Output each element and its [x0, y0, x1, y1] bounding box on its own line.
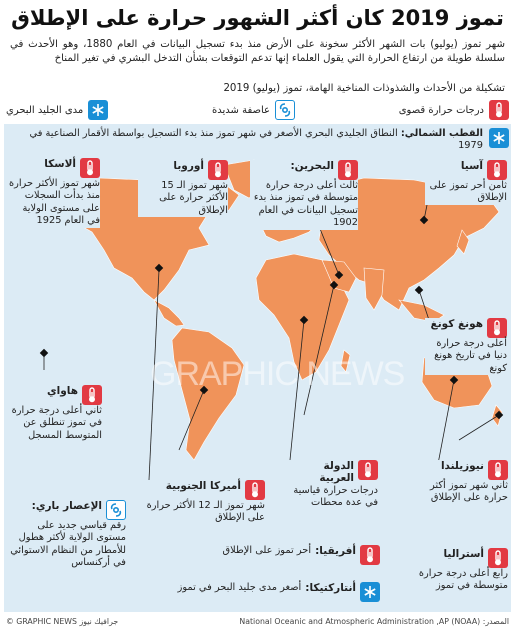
central-america: [154, 300, 184, 326]
callout-africa-text: أحر تموز على الإطلاق: [222, 545, 312, 556]
callout-hawaii-name: هاواي: [47, 385, 78, 397]
thermometer-icon: [487, 160, 507, 180]
source-brand: جرافيك نيوز: [79, 617, 119, 626]
callout-alaska: [8, 158, 100, 228]
callout-samerica-text: شهر تموز الـ 12 الأكثر حرارة على الإطلاق: [146, 500, 265, 524]
snowflake-icon: [88, 100, 108, 120]
thermometer-icon: [488, 548, 508, 568]
thermometer-icon: [338, 160, 358, 180]
callout-arabia-text: درجات حرارة قياسية في عدة محطات: [293, 484, 378, 509]
callout-hongkong: [425, 318, 507, 375]
source-copyright: © GRAPHIC NEWS: [6, 617, 77, 626]
legend-heat: [399, 100, 509, 120]
callout-hongkong-text: أعلى درجة حرارة دنيا في تاريخ هونغ كونغ: [434, 338, 507, 374]
snowflake-icon: [489, 128, 509, 148]
thermometer-icon: [487, 318, 507, 338]
callout-bahrain: [250, 160, 358, 230]
thermometer-icon: [208, 160, 228, 180]
thermometer-icon: [82, 385, 102, 405]
thermometer-icon: [488, 460, 508, 480]
callout-asia-text: ثامن أحر تموز على الإطلاق: [429, 180, 507, 204]
callout-hawaii-text: ثاني أعلى درجة حرارة في تموز تنطلق عن المتوسط المسجل: [11, 405, 102, 441]
legend-storm-label: عاصفة شديدة: [212, 104, 271, 116]
thermometer-icon: [245, 480, 265, 500]
subtitle: تشكيلة من الأحداث والشذوذات المناخية الهامة، تموز (يوليو) 2019: [223, 83, 505, 94]
callout-europe-text: شهر تموز الـ 15 الأكثر حرارة على الإطلاق: [159, 180, 228, 216]
callout-hongkong-name: هونغ كونغ: [430, 318, 483, 330]
leader-nz: [459, 415, 499, 440]
callout-barry-name: الإعصار باري:: [31, 500, 102, 512]
snowflake-icon: [360, 582, 380, 602]
legend-ice-label: مدى الجليد البحري: [6, 104, 84, 116]
callout-arabia: [288, 460, 378, 510]
callout-barry: [8, 500, 126, 570]
callout-asia-name: آسيا: [460, 160, 483, 172]
intro-text: شهر تموز (يوليو) بات الشهر الأكثر سخونة على الأرض منذ بدء تسجيل البيانات في العام 1880، وهو الأحدث في سلسلة طويلة من ارتفاع الحرارة التي يقول العلماء إنها تدعم التوقعات بشأن التدخل البشري في تغير المناخ: [10, 39, 506, 64]
callout-antarctica-name: أنتاركتيكا:: [305, 582, 356, 594]
callout-bahrain-text: ثالث أعلى درجة حرارة متوسطة في تموز منذ بدء تسجيل البيانات في العام 1902: [253, 180, 358, 229]
marker-hongkong: [415, 286, 423, 294]
legend-ice: [6, 100, 108, 120]
callout-australia-text: رابع أعلى درجة حرارة متوسطة في تموز: [418, 568, 508, 592]
callout-hawaii: [10, 385, 102, 442]
callout-alaska-name: ألاسكا: [44, 158, 76, 170]
legend-storm: [212, 100, 295, 120]
arctic-name: القطب الشمالي:: [400, 128, 483, 139]
callout-africa: [205, 545, 380, 565]
callout-asia: [425, 160, 507, 205]
hurricane-icon: [106, 500, 126, 520]
callout-africa-name: أفريقيا:: [315, 545, 356, 557]
source-credit: المصدر: (NOAA) National Oceanic and Atmospheric Administration ,AP: [239, 617, 509, 626]
callout-australia-name: أستراليا: [443, 548, 484, 560]
callout-nz: [420, 460, 508, 505]
callout-samerica-name: أميركا الجنوبية: [165, 480, 241, 492]
india: [364, 268, 384, 310]
callout-nz-name: نيوزيلندا: [440, 460, 484, 472]
callout-alaska-text: شهر تموز الأكثر حرارة منذ بدأت السجلات على مستوى الولاية في العام 1925: [8, 178, 100, 227]
callout-barry-text: رقم قياسي جديد على مستوى الولاية لأكثر هطول للأمطار من النظام الاستوائي في أركنساس: [10, 520, 126, 569]
callout-samerica: [130, 480, 265, 525]
callout-bahrain-name: البحرين:: [290, 160, 334, 172]
callout-europe: [138, 160, 228, 217]
callout-nz-text: ثاني شهر تموز أكثر حرارة على الإطلاق: [429, 480, 508, 504]
marker-hawaii: [40, 349, 48, 357]
callout-europe-name: أوروبا: [173, 160, 204, 172]
thermometer-icon: [358, 460, 378, 480]
watermark: GRAPHIC NEWS: [150, 355, 405, 393]
arctic-text: النطاق الجليدي البحري الأصغر في شهر تموز منذ بدء التسجيل بواسطة الأقمار الصناعية في 1979: [29, 128, 483, 151]
source-footer: [6, 617, 509, 626]
callout-arabia-name: الدولة العربية: [319, 460, 354, 485]
callout-australia: [410, 548, 508, 593]
legend-heat-label: درجات حرارة قصوى: [398, 104, 484, 116]
thermometer-icon: [80, 158, 100, 178]
callout-antarctica: [160, 582, 380, 602]
thermometer-icon: [489, 100, 509, 120]
hurricane-icon: [275, 100, 295, 120]
callout-antarctica-text: أصغر مدى جليد البحر في تموز: [177, 582, 302, 593]
page-title: تموز 2019 كان أكثر الشهور حرارة على الإطلاق: [11, 6, 504, 30]
legend: [6, 100, 509, 120]
thermometer-icon: [360, 545, 380, 565]
